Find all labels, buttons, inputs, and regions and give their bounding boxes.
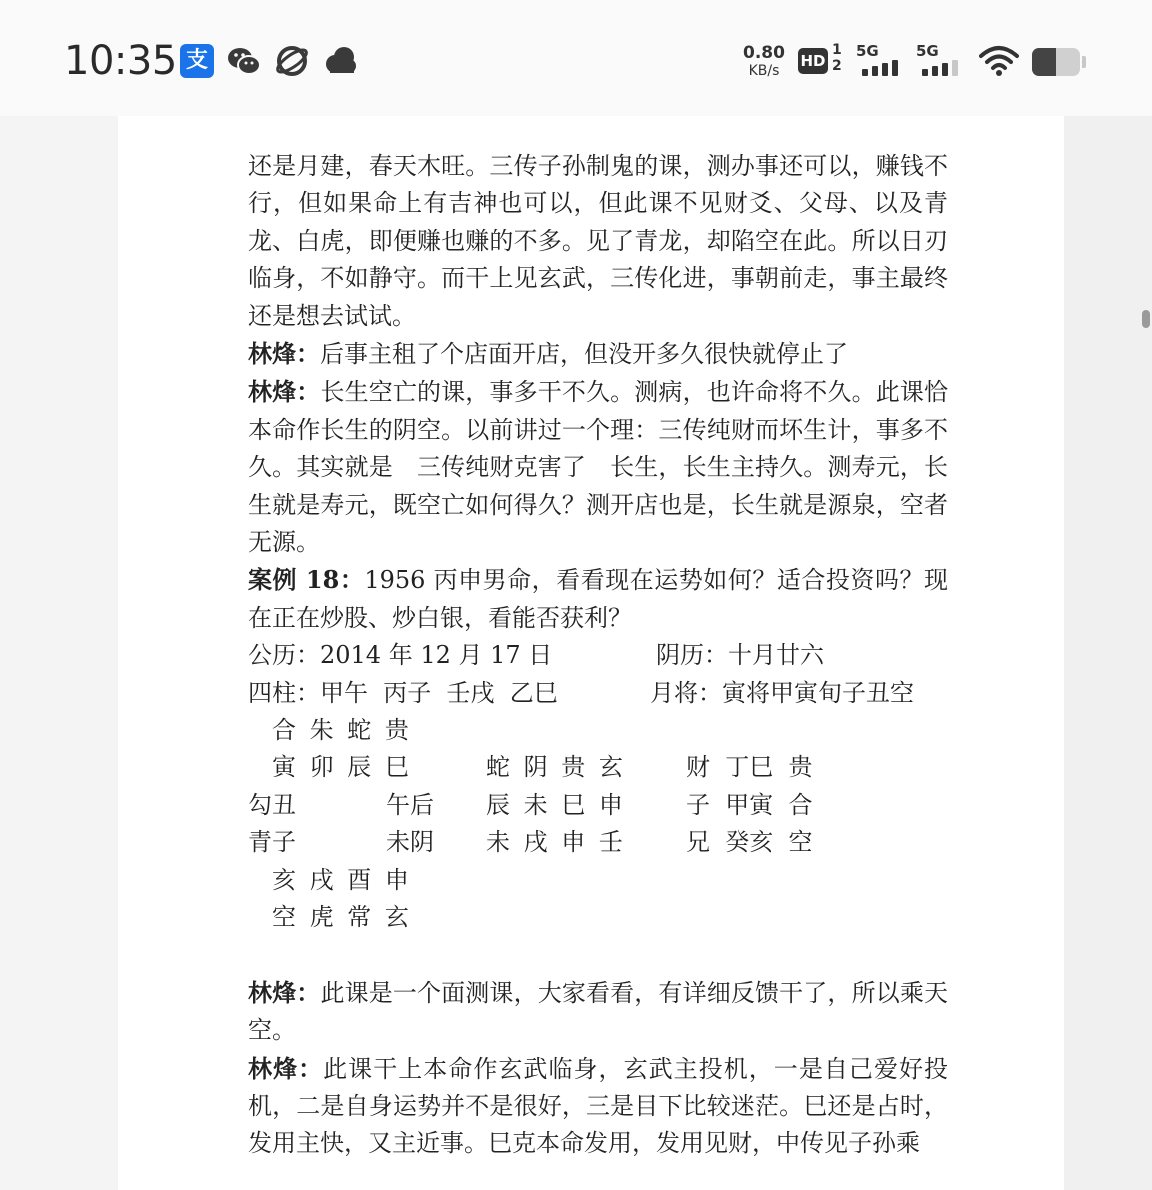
chart-cell: 未 戌 申 壬 (486, 828, 623, 857)
hd-sim-index: 1 2 (832, 42, 842, 74)
alipay-icon: 支 (180, 44, 214, 78)
battery-icon (1032, 48, 1080, 76)
speaker-label: 林烽： (248, 977, 321, 1007)
chart-cell: 亥 戌 酉 申 (272, 865, 409, 894)
hd-voice-icon: HD (798, 48, 828, 74)
chart-cell: 兄 癸亥 空 (686, 828, 813, 857)
cloud-icon (322, 44, 356, 78)
chart-row (248, 749, 948, 786)
date-row (248, 637, 948, 674)
sim2-network-type: 5G (916, 42, 939, 60)
wechat-icon (226, 44, 260, 78)
scroll-track[interactable] (1064, 116, 1152, 1190)
chart-cell: 财 丁巳 贵 (686, 753, 813, 782)
chart-cell: 合 朱 蛇 贵 (272, 716, 409, 745)
wifi-icon (978, 44, 1020, 78)
speaker-label: 林烽： (248, 377, 321, 407)
browser-icon (274, 44, 308, 78)
chart-row (248, 787, 948, 824)
chart-cell: 未阴 (386, 828, 434, 857)
chart-row (248, 712, 948, 749)
paragraph: 还是月建，春天木旺。三传子孙制鬼的课，测办事还可以，赚钱不行，但如果命上有吉神也可以，但此课不见财爻、父母、以及青龙、白虎，即便赚也赚的不多。见了青龙，却陷空在此。所以日刃临身，不如静守。而干上见玄武，三传化进，事朝前走，事主最终还是想去试试。 (248, 152, 948, 330)
paragraph (248, 373, 973, 561)
case-paragraph (248, 561, 948, 637)
chart-row (248, 899, 948, 936)
net-speed (738, 44, 790, 80)
net-speed-unit: KB/s (748, 63, 780, 79)
chart-cell: 午后 (386, 790, 434, 819)
yuejiang: 月将：寅将甲寅旬子丑空 (650, 678, 914, 707)
paragraph-text: 长生空亡的课，事多干不久。测病，也许命将不久。此课恰 本命作长生的阴空。以前讲过一个理：三传纯财而坏生计，事多不久。其实就是 三传纯财克害了 长生，长生主持久。测寿元，长生就是寿元，既空亡如何得久？测开店也是，长生就是源泉，空者无源。 (248, 378, 973, 557)
document-page (118, 116, 1064, 1190)
chart-cell: 辰 未 巳 申 (486, 790, 623, 819)
speaker-label: 林烽： (248, 1053, 324, 1083)
case-label: 案例 18： (248, 565, 365, 595)
pillars-row (248, 675, 948, 712)
paragraph-text: 此课干上本命作玄武临身，玄武主投机，一是自己爱好投机，二是自身运势并不是很好，三是目下比较迷茫。巳还是占时，发用主快，又主近事。巳克本命发用，发用见财，中传见子孙乘 (248, 1054, 949, 1158)
battery-tip (1082, 56, 1086, 68)
spacer (248, 936, 948, 973)
sim1-network-type: 5G (856, 42, 879, 60)
solar-date: 公历：2014 年 12 月 17 日 (248, 641, 553, 670)
paragraph (248, 1050, 948, 1163)
lunar-date: 阴历：十月廿六 (656, 641, 824, 670)
status-bar (0, 0, 1152, 116)
paragraph (248, 335, 948, 373)
chart-cell: 子 甲寅 合 (686, 790, 813, 819)
chart-cell: 蛇 阴 贵 玄 (486, 753, 623, 782)
chart-cell: 寅 卯 辰 巳 (272, 753, 409, 782)
battery-fill (1032, 48, 1056, 76)
chart-cell: 空 虎 常 玄 (272, 903, 409, 932)
scroll-thumb[interactable] (1142, 310, 1150, 328)
paragraph-text: 后事主租了个店面开店，但没开多久很快就停止了 (320, 340, 848, 369)
net-speed-value: 0.80 (743, 43, 785, 63)
chart-cell: 勾丑 (248, 790, 296, 819)
document-content (248, 148, 973, 1163)
four-pillars: 四柱：甲午 丙子 壬戌 乙巳 (248, 678, 558, 707)
speaker-label: 林烽： (248, 339, 320, 369)
chart-row (248, 862, 948, 899)
clock: 10:35 (64, 38, 177, 84)
paragraph-text: 此课是一个面测课，大家看看，有详细反馈干了，所以乘天空。 (248, 978, 949, 1045)
case-text: 1956 丙申男命，看看现在运势如何？适合投资吗？现在正在炒股、炒白银，看能否获利？ (248, 566, 948, 632)
chart-cell: 青子 (248, 828, 296, 857)
paragraph (248, 974, 948, 1050)
chart-row (248, 824, 948, 861)
